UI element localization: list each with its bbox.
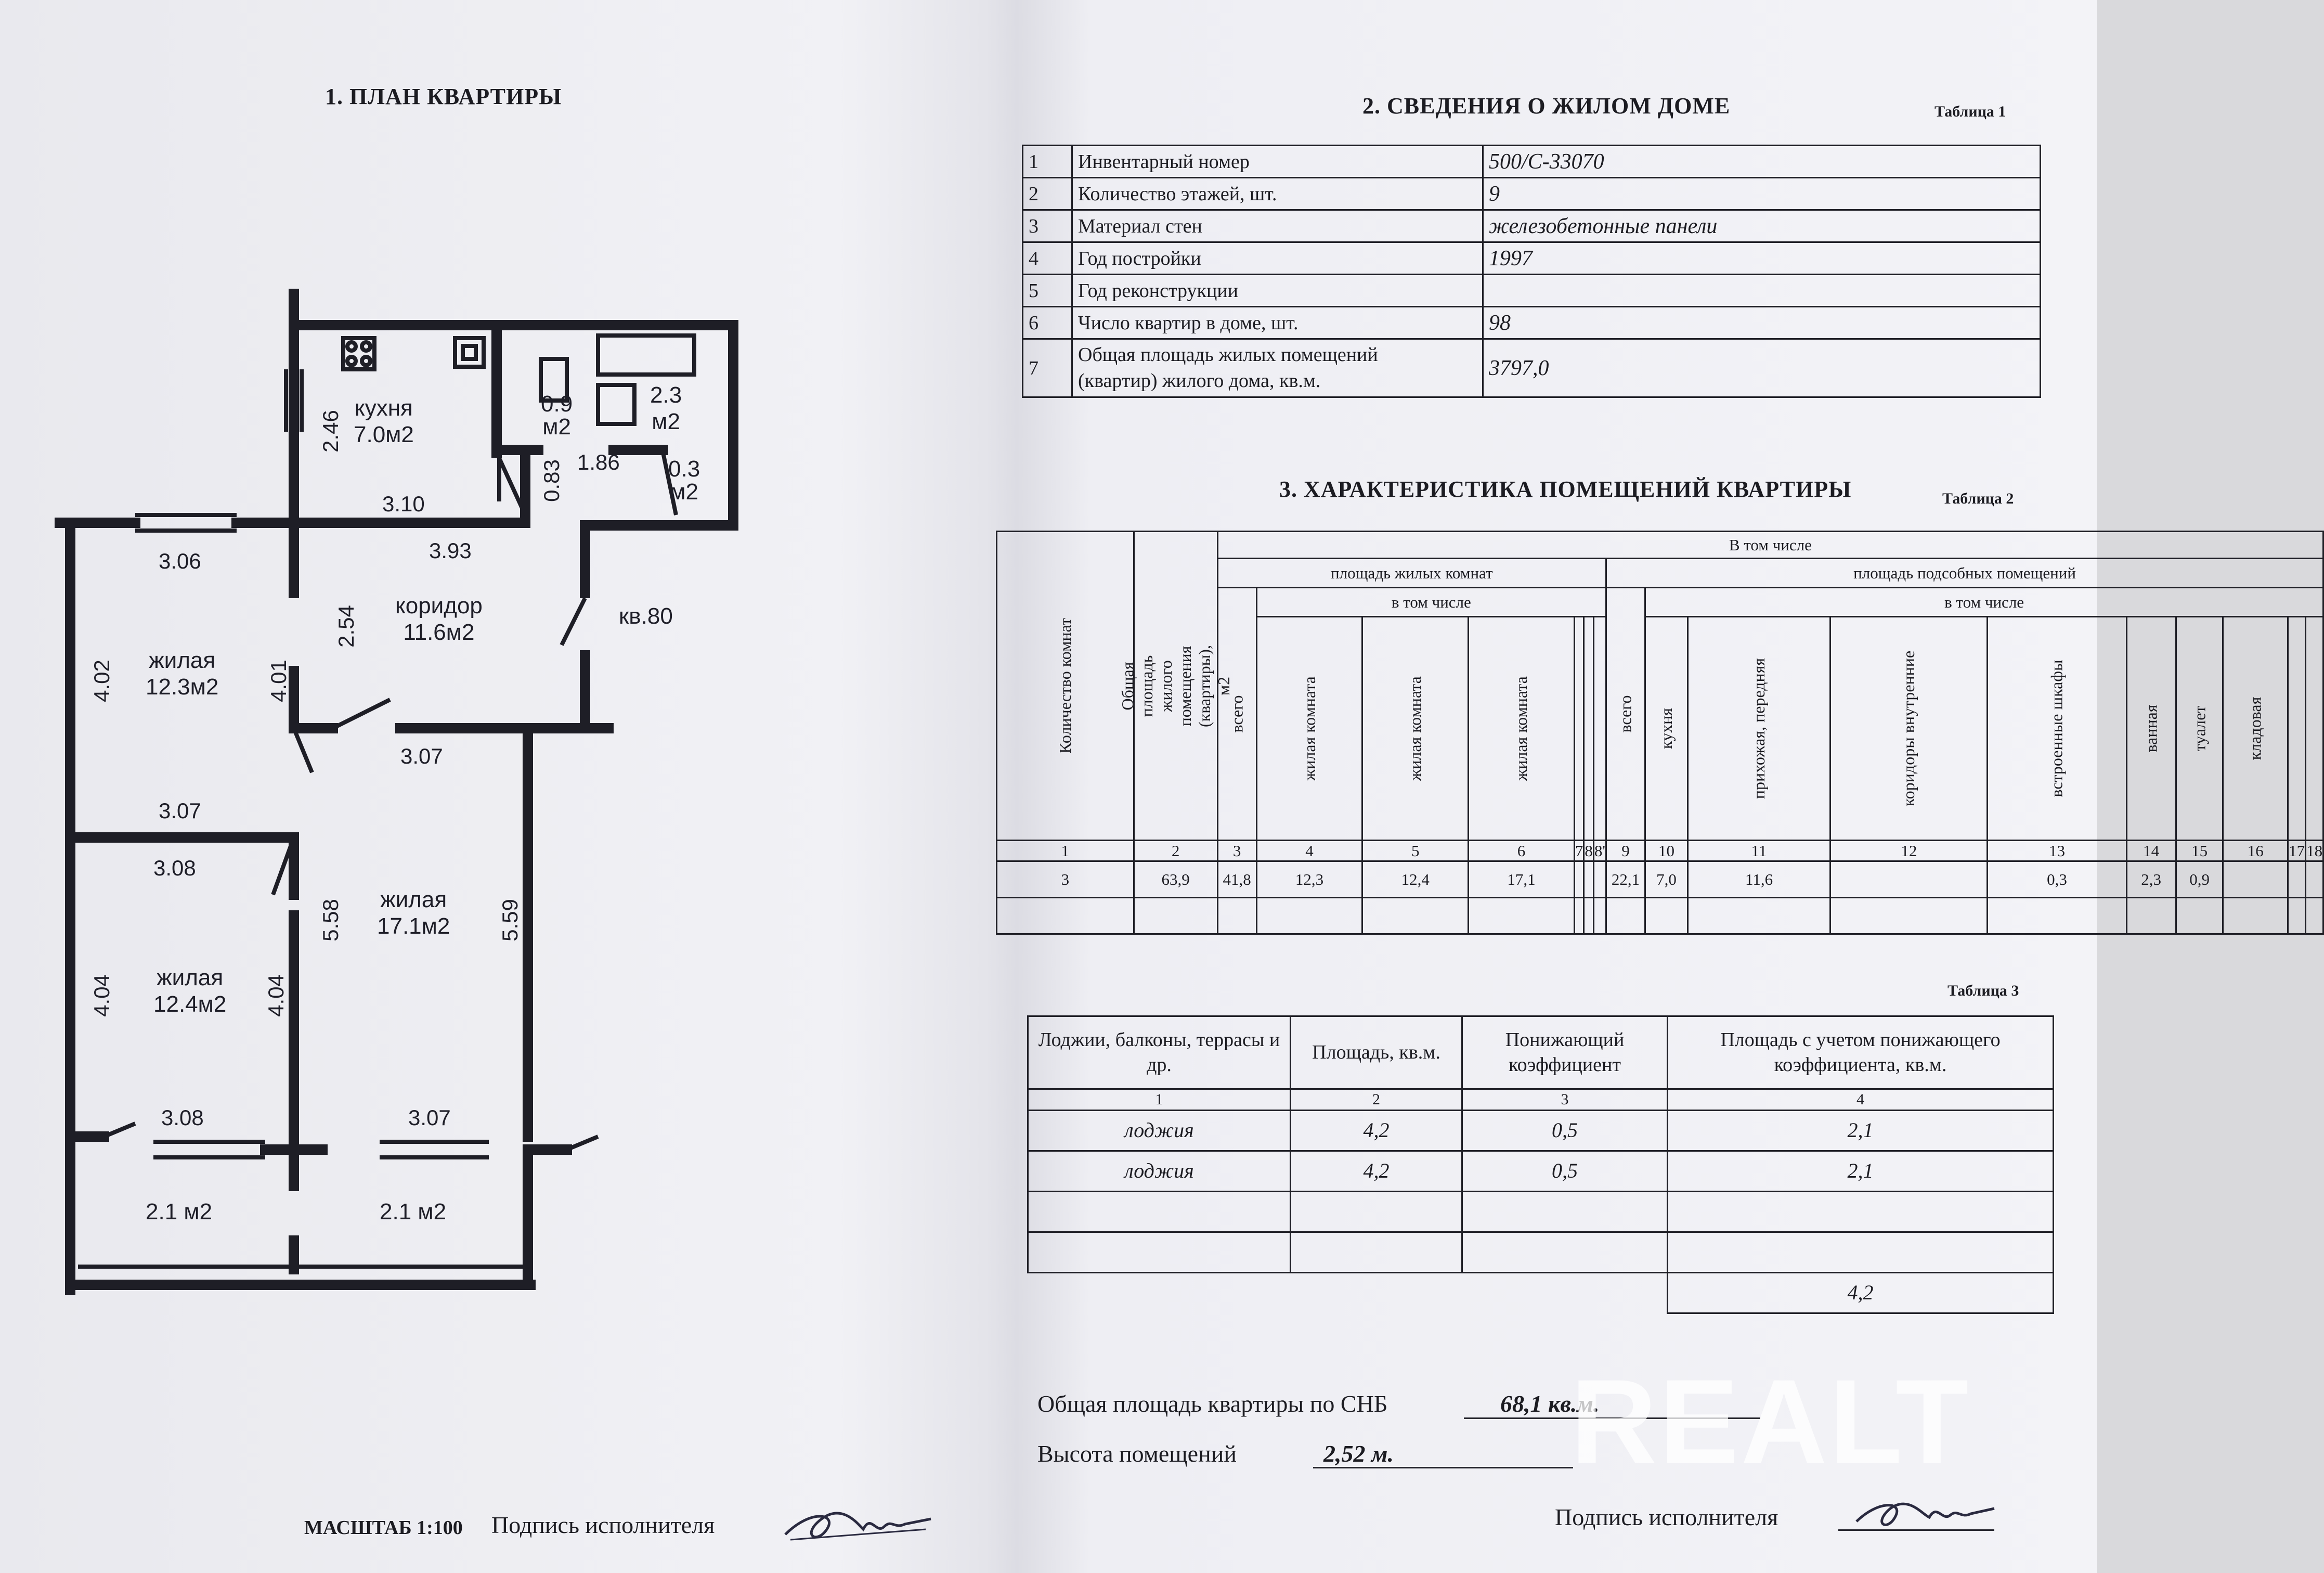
room-height-underline <box>1313 1467 1573 1468</box>
table-cell: 4,2 <box>1291 1151 1462 1191</box>
dim-label: 2.46 <box>318 410 343 453</box>
col-number: 1 <box>1028 1089 1291 1111</box>
dim-label: 3.93 <box>429 538 472 563</box>
room-height-value: 2,52 м. <box>1323 1440 1394 1467</box>
column-number-cell: 9 <box>1606 841 1645 861</box>
row-label: Количество этажей, шт. <box>1072 178 1483 210</box>
column-number-cell: 16 <box>2223 841 2288 861</box>
dim-label: 4.01 <box>266 660 291 702</box>
table-cell <box>1668 1191 2054 1232</box>
empty-cell <box>1645 898 1688 934</box>
dim-label: 4.02 <box>89 660 114 702</box>
row-label: Год постройки <box>1072 242 1483 275</box>
table1-caption: Таблица 1 <box>1934 103 2006 120</box>
column-number-cell: 2 <box>1134 841 1217 861</box>
table-cell: 4,2 <box>1291 1110 1462 1151</box>
realt-watermark-logo: REALT <box>1570 1355 1971 1488</box>
table-cell <box>1462 1232 1668 1272</box>
row-number: 7 <box>1023 339 1072 397</box>
col-header-empty <box>1584 617 1594 841</box>
empty-row <box>997 898 2323 934</box>
col-header: туалет <box>2176 617 2223 841</box>
empty-cell <box>1469 898 1575 934</box>
table-cell: 2,1 <box>1668 1110 2054 1151</box>
column-number-cell: 5 <box>1362 841 1469 861</box>
value-cell: 12,3 <box>1256 861 1362 898</box>
col-number: 3 <box>1462 1089 1668 1111</box>
column-number-cell: 18 <box>2306 841 2323 861</box>
row-value: железобетонные панели <box>1483 210 2041 242</box>
col-header: кладовая <box>2223 617 2288 841</box>
left-signature-label: Подпись исполнителя <box>491 1512 715 1538</box>
empty-cell <box>1688 898 1830 934</box>
scale-label: МАСШТАБ 1:100 <box>304 1517 463 1539</box>
col-header: жилая комната <box>1256 617 1362 841</box>
value-cell <box>2306 861 2323 898</box>
loggia-total: 4,2 <box>1668 1272 2054 1313</box>
dim-label: 2.54 <box>333 605 358 648</box>
col-number: 4 <box>1668 1089 2054 1111</box>
value-cell: 41,8 <box>1217 861 1256 898</box>
dim-label: 5.58 <box>318 899 343 942</box>
value-cell: 12,4 <box>1362 861 1469 898</box>
dim-label: 3.10 <box>382 492 425 516</box>
dim-label: 3.08 <box>161 1105 204 1130</box>
col-header: ванная <box>2126 617 2176 841</box>
values-row <box>997 861 2323 898</box>
row-number: 3 <box>1023 210 1072 242</box>
col-header: Лоджии, балконы, террасы и др. <box>1028 1016 1291 1089</box>
room-kitchen-label: кухня 7.0м2 <box>354 395 414 447</box>
plan-title: 1. ПЛАН КВАРТИРЫ <box>325 84 562 109</box>
column-number-cell: 1 <box>997 841 1134 861</box>
empty-cell <box>997 898 1134 934</box>
table-cell-empty <box>1291 1272 1462 1313</box>
table-cell: 2,1 <box>1668 1151 2054 1191</box>
column-number-cell: 6 <box>1469 841 1575 861</box>
col-header: встроенные шкафы <box>1988 617 2126 841</box>
table-cell <box>1291 1191 1462 1232</box>
table-cell <box>1291 1232 1462 1272</box>
room-living1-label: жилая 12.3м2 <box>146 648 219 700</box>
room-wc-label: 0.9 м2 <box>541 391 573 440</box>
right-signature-label: Подпись исполнителя <box>1555 1504 1778 1530</box>
column-number-cell: 11 <box>1688 841 1830 861</box>
column-number-cell: 15 <box>2176 841 2223 861</box>
row-label: Число квартир в доме, шт. <box>1072 307 1483 339</box>
empty-cell <box>1574 898 1584 934</box>
room-living3-label: жилая 12.4м2 <box>153 965 227 1017</box>
row-value: 1997 <box>1483 242 2041 275</box>
col-header-empty <box>1574 617 1584 841</box>
col-header: жилая комната <box>1469 617 1575 841</box>
empty-cell <box>1606 898 1645 934</box>
value-cell: 3 <box>997 861 1134 898</box>
table-cell <box>1462 1191 1668 1232</box>
row-number: 4 <box>1023 242 1072 275</box>
empty-cell <box>2306 898 2323 934</box>
dim-label: 4.04 <box>263 974 288 1017</box>
col-header: всего <box>1217 588 1256 841</box>
col-header: жилая комната <box>1362 617 1469 841</box>
table-loggias <box>1027 1015 2054 1314</box>
row-value: 3797,0 <box>1483 339 2041 397</box>
empty-cell <box>2223 898 2288 934</box>
header-living-area: площадь жилых комнат <box>1217 559 1606 588</box>
dim-label: 4.04 <box>89 974 114 1017</box>
value-cell <box>1830 861 1988 898</box>
col-header-empty <box>2306 617 2323 841</box>
table-cell <box>1028 1232 1291 1272</box>
header-incl3: в том числе <box>1645 588 2323 617</box>
value-cell: 7,0 <box>1645 861 1688 898</box>
value-cell <box>2288 861 2306 898</box>
column-number-cell: 10 <box>1645 841 1688 861</box>
table2-caption: Таблица 2 <box>1942 490 2014 507</box>
col-header: Количество комнат <box>997 532 1134 841</box>
col-header: Понижающий коэффициент <box>1462 1016 1668 1089</box>
row-value: 500/С-33070 <box>1483 146 2041 178</box>
table-cell-empty <box>1028 1272 1291 1313</box>
value-cell <box>1574 861 1584 898</box>
column-number-cell: 12 <box>1830 841 1988 861</box>
empty-cell <box>1256 898 1362 934</box>
dim-label: 1.86 <box>577 450 620 474</box>
loggia2-label: 2.1 м2 <box>380 1199 447 1224</box>
dim-label: 0.83 <box>539 459 564 502</box>
empty-cell <box>1988 898 2126 934</box>
dim-label: 3.08 <box>153 856 196 880</box>
table-building-info <box>1022 145 2041 398</box>
room-height-label: Высота помещений <box>1037 1440 1237 1467</box>
table-cell: 0,5 <box>1462 1110 1668 1151</box>
table-cell <box>1668 1232 2054 1272</box>
dim-label: 5.59 <box>497 899 522 942</box>
value-cell: 2,3 <box>2126 861 2176 898</box>
table-cell <box>1028 1191 1291 1232</box>
row-label: Инвентарный номер <box>1072 146 1483 178</box>
empty-cell <box>1134 898 1217 934</box>
column-number-cell: 7 <box>1574 841 1584 861</box>
row-number: 2 <box>1023 178 1072 210</box>
col-header: всего <box>1606 588 1645 841</box>
section3-title: 3. ХАРАКТЕРИСТИКА ПОМЕЩЕНИЙ КВАРТИРЫ <box>1279 476 1852 502</box>
row-number: 5 <box>1023 275 1072 307</box>
table-cell-empty <box>1462 1272 1668 1313</box>
value-cell <box>1584 861 1594 898</box>
value-cell: 0,9 <box>2176 861 2223 898</box>
row-number: 1 <box>1023 146 1072 178</box>
value-cell: 11,6 <box>1688 861 1830 898</box>
col-header: коридоры внутренние <box>1830 617 1988 841</box>
column-number-cell: 4 <box>1256 841 1362 861</box>
total-area-value: 68,1 кв.м. <box>1500 1390 1600 1417</box>
column-number-cell: 3 <box>1217 841 1256 861</box>
value-cell: 22,1 <box>1606 861 1645 898</box>
column-numbers-row <box>997 841 2323 861</box>
dim-label: 3.07 <box>400 744 443 768</box>
col-header: прихожая, передняя <box>1688 617 1830 841</box>
loggia1-label: 2.1 м2 <box>146 1199 213 1224</box>
row-label: Общая площадь жилых помещений (квартир) жилого дома, кв.м. <box>1072 339 1483 397</box>
row-number: 6 <box>1023 307 1072 339</box>
section2-title: 2. СВЕДЕНИЯ О ЖИЛОМ ДОМЕ <box>1362 93 1731 119</box>
value-cell: 0,3 <box>1988 861 2126 898</box>
row-label: Материал стен <box>1072 210 1483 242</box>
table-cell: 0,5 <box>1462 1151 1668 1191</box>
col-header: Площадь с учетом понижающего коэффициента, кв.м. <box>1668 1016 2054 1089</box>
room-closet-label: 0.3 м2 <box>668 456 700 505</box>
col-number: 2 <box>1291 1089 1462 1111</box>
column-number-cell: 8 <box>1584 841 1594 861</box>
dim-label: 3.07 <box>408 1105 451 1130</box>
empty-cell <box>2176 898 2223 934</box>
column-number-cell: 17 <box>2288 841 2306 861</box>
col-header: Площадь, кв.м. <box>1291 1016 1462 1089</box>
row-value: 9 <box>1483 178 2041 210</box>
room-corridor-label: коридор 11.6м2 <box>395 593 483 645</box>
column-number-cell: 13 <box>1988 841 2126 861</box>
dim-label: 3.07 <box>159 798 201 823</box>
header-incl: В том числе <box>1217 532 2323 559</box>
row-value: 98 <box>1483 307 2041 339</box>
room-bath-label: 2.3 м2 <box>650 382 682 434</box>
empty-cell <box>2126 898 2176 934</box>
table-cell: лоджия <box>1028 1110 1291 1151</box>
room-living2-label: жилая 17.1м2 <box>377 887 450 939</box>
header-incl2: в том числе <box>1256 588 1606 617</box>
column-number-cell: 14 <box>2126 841 2176 861</box>
column-number-cell: 8' <box>1593 841 1606 861</box>
apartment-number-label: кв.80 <box>619 603 673 629</box>
empty-cell <box>1362 898 1469 934</box>
table3-caption: Таблица 3 <box>1948 982 2019 999</box>
row-value <box>1483 275 2041 307</box>
col-header-empty <box>2288 617 2306 841</box>
col-header: Общая площадь жилого помещения (квартиры), м2 <box>1134 532 1217 841</box>
col-header: кухня <box>1645 617 1688 841</box>
empty-cell <box>1584 898 1594 934</box>
table-cell: лоджия <box>1028 1151 1291 1191</box>
value-cell: 17,1 <box>1469 861 1575 898</box>
table-rooms-characteristics <box>996 531 2324 935</box>
header-aux-area: площадь подсобных помещений <box>1606 559 2323 588</box>
col-header-empty <box>1593 617 1606 841</box>
value-cell <box>2223 861 2288 898</box>
row-label: Год реконструкции <box>1072 275 1483 307</box>
empty-cell <box>1593 898 1606 934</box>
dim-label: 3.06 <box>159 549 201 573</box>
value-cell <box>1593 861 1606 898</box>
empty-cell <box>2288 898 2306 934</box>
left-signature-icon <box>780 1477 936 1550</box>
empty-cell <box>1217 898 1256 934</box>
total-area-label: Общая площадь квартиры по СНБ <box>1037 1390 1388 1417</box>
value-cell: 63,9 <box>1134 861 1217 898</box>
empty-cell <box>1830 898 1988 934</box>
